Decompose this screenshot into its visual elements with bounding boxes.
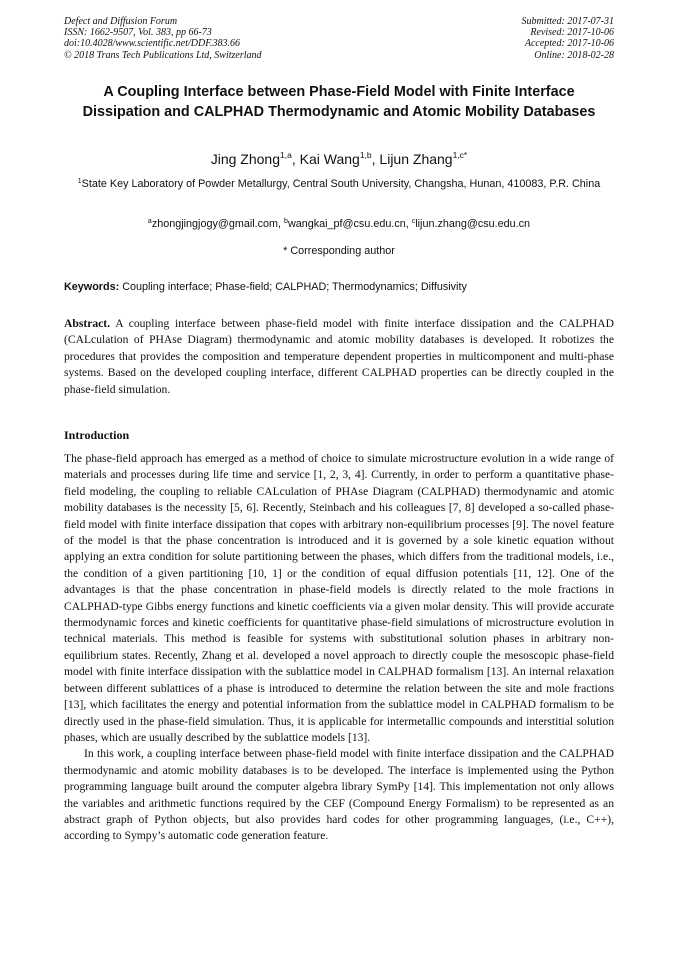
affiliation-text: State Key Laboratory of Powder Metallurgy, Central South University, Changsha, Hunan, 410083, P.R. China [81,178,601,190]
affiliation-mark: 1 [77,178,82,185]
author-name: Kai Wang [299,151,360,167]
corresponding-author-note: * Corresponding author [283,245,395,257]
email-address[interactable]: zhongjingjogy@gmail.com [151,218,279,230]
email-mark: a [147,218,152,225]
author-name: Lijun Zhang [379,151,453,167]
keywords-text: Coupling interface; Phase-field; CALPHAD; Thermodynamics; Diffusivity [122,281,467,293]
affiliation [64,177,614,192]
email-list: $^a$zhongjingjogy@gmail.com, $^b$wangkai_pf@csu.edu.cn, $^c$lijun.zhang@csu.edu.cn [147,218,531,230]
journal-info [64,16,262,61]
email-mark: c [411,218,416,225]
online-date: Online: 2018-02-28 [534,49,614,61]
email-mark: b [284,218,288,225]
introduction-body [64,451,614,845]
revised-date: Revised: 2017-10-06 [530,27,614,39]
keywords [64,280,614,295]
section-heading-introduction: Introduction [64,428,130,442]
author-affiliation-mark: 1,b [359,150,372,160]
author-affiliation-mark: 1,a [280,150,292,160]
paragraph: In this work, a coupling interface between phase-field model with finite interface dissipation and the CALPHAD thermodynamic and atomic mobility databases is to be developed. The interface is implemented using the Python programming language built around the computer algebra library SymPy [14]. This implementation not only allows the variables and arithmetic functions required by the CEF (Compound Energy Formalism) to be represented as an abstract graph of Python objects, but also provides hard codes for other programming languages, (i.e., C++), according to Sympy’s automatic code generation feature. [64,747,614,843]
accepted-date: Accepted: 2017-10-06 [524,38,614,50]
abstract-text: A coupling interface between phase-field model with finite interface dissipation and the CALPHAD (CALculation of PHAse Diagram) thermodynamic and atomic mobility databases is developed. It robotizes the procedures that provides the composition and temperature dependent properties in multicomponent and multi-phase systems. Based on the developed coupling interface, different CALPHAD properties can be directly coupled in the phase-field simulation. [64,317,614,396]
keywords-label: Keywords: [64,281,120,293]
abstract [64,316,614,398]
email-address[interactable]: lijun.zhang@csu.edu.cn [415,218,531,230]
issn-line: ISSN: 1662-9507, Vol. 383, pp 66-73 [64,27,212,39]
journal-name: Defect and Diffusion Forum [64,16,178,27]
email-address[interactable]: wangkai_pf@csu.edu.cn [287,218,406,230]
author-list: Jing Zhong$^{1,a}$, Kai Wang$^{1,b}$, Lijun Zhang$^{1,c*}$ [210,150,468,167]
author-name: Jing Zhong [210,151,281,167]
paragraph: The phase-field approach has emerged as a method of choice to simulate microstructure evolution in a wide range of materials and processes during life time and service [1, 2, 3, 4]. Currently, in order to perform a quantitative phase-field modeling, the coupling to reliable CALculation of PHAse Diagram (CALPHAD) thermodynamic and atomic mobility databases is the necessity [5, 6]. Recently, Steinbach and his colleagues [7, 8] developed a so-called phase-field model with finite interface dissipation that copes with arbitrary non-equilibrium processes [9]. The novel feature of the model is that the phase concentration is introduced and it is governed by a sole kinetic equation without applying an extra condition for solute partitioning between the phases, which differs from the traditional models, i.e., the condition of a given partitioning [10, 1] or the condition of equal diffusion potentials [11, 12]. One of the advantages is that the phase concentration in phase-field models is directly related to the mole fractions in CALPHAD-type Gibbs energy functions and kinetic coefficients via a given molar density. This will provide accurate thermodynamic forces and kinetic coefficients for quantitative phase-field simulations of microstructure evolution in technical materials. This method is feasible for systems with substitutional solution phases in arbitrary non-equilibrium states. Recently, Zhang et al. developed a novel approach to directly couple the mesoscopic phase-field model with finite interface dissipation with the sublattice model in CALPHAD formalism [13]. An internal relaxation between different sublattices of a phase is introduced to determine the relation between the site and mole fractions [13], which facilitates the energy and potential information from the sublattice model in CALPHAD formalism to be directly used in the phase-field simulation. Thus, it is applicable for intermetallic compounds and interstitial solution phases, which are usually described by the sublattice models [13]. [64,452,614,744]
publication-dates [522,16,615,61]
submitted-date: Submitted: 2017-07-31 [521,16,614,27]
paper-title: A Coupling Interface between Phase-Field Model with Finite Interface Dissipation and CALPHAD Thermodynamic and Atomic Mobility Databases [82,84,596,120]
author-affiliation-mark: 1,c* [452,150,468,160]
copyright-line: © 2018 Trans Tech Publications Ltd, Switzerland [64,49,262,61]
doi-line[interactable]: doi:10.4028/www.scientific.net/DDF.383.66 [64,38,241,50]
abstract-label: Abstract. [64,317,111,330]
